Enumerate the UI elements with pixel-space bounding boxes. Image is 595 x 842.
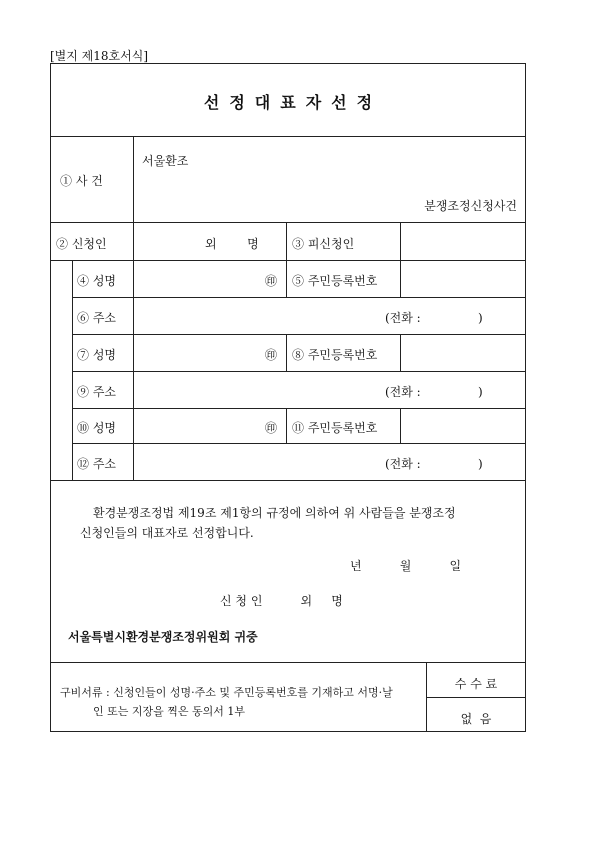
- divider-respondent-value: [400, 222, 401, 260]
- divider-row-7: [72, 371, 526, 372]
- person-3-name-label: ⑩ 성명: [77, 421, 116, 435]
- divider-applicant-mid: [286, 222, 287, 260]
- person-3-id-label: ⑪ 주민등록번호: [292, 421, 378, 435]
- fee-label: 수 수 료: [454, 677, 498, 691]
- divider-persons-indent: [72, 260, 73, 480]
- applicant-count: 외 명: [205, 237, 259, 251]
- divider-row-4: [72, 297, 526, 298]
- declaration-signer: 신 청 인 외 명: [220, 594, 343, 608]
- divider-row10-mid: [286, 408, 287, 443]
- divider-row-6: [72, 334, 526, 335]
- divider-declaration-bottom: [50, 662, 526, 663]
- divider-row-10: [72, 443, 526, 444]
- person-1-address-label: ⑥ 주소: [77, 311, 116, 325]
- divider-fee: [426, 697, 526, 698]
- respondent-label: ③ 피신청인: [292, 237, 355, 251]
- person-2-phone: (전화 : ): [385, 385, 483, 399]
- divider-row-9: [72, 408, 526, 409]
- person-2-address-label: ⑨ 주소: [77, 385, 116, 399]
- case-name: 서울환조: [142, 154, 189, 168]
- declaration-line-1: 환경분쟁조정법 제19조 제1항의 규정에 의하여 위 사람들을 분쟁조정: [93, 506, 456, 520]
- required-documents-line-2: 인 또는 지장을 찍은 동의서 1부: [93, 705, 245, 718]
- required-documents-line-1: 구비서류 : 신청인들이 성명·주소 및 주민등록번호를 기재하고 서명·날: [60, 686, 393, 699]
- divider-persons-bottom: [50, 480, 526, 481]
- person-2-seal: ㊞: [265, 348, 278, 362]
- person-3-phone: (전화 : ): [385, 457, 483, 471]
- person-2-name-label: ⑦ 성명: [77, 348, 116, 362]
- declaration-date: 년 월 일: [350, 559, 462, 573]
- declaration-line-2: 신청인들의 대표자로 선정합니다.: [80, 526, 254, 540]
- case-type: 분쟁조정신청사건: [424, 199, 517, 213]
- divider-case: [50, 222, 526, 223]
- divider-row7-mid: [286, 334, 287, 371]
- divider-row4-id: [400, 260, 401, 297]
- divider-applicant: [50, 260, 526, 261]
- person-1-id-label: ⑤ 주민등록번호: [292, 274, 378, 288]
- form-number: [별지 제18호서식]: [50, 49, 148, 63]
- page-title: 선정대표자선정: [203, 93, 383, 112]
- person-3-address-label: ⑫ 주소: [77, 457, 116, 471]
- fee-value: 없 음: [460, 712, 492, 726]
- person-1-phone: (전화 : ): [385, 311, 483, 325]
- person-1-seal: ㊞: [265, 274, 278, 288]
- divider-row4-mid: [286, 260, 287, 297]
- person-3-seal: ㊞: [265, 421, 278, 435]
- case-label: ① 사 건: [60, 174, 103, 188]
- divider-row7-id: [400, 334, 401, 371]
- divider-row10-id: [400, 408, 401, 443]
- applicant-label: ② 신청인: [56, 237, 107, 251]
- divider-case-label: [133, 136, 134, 480]
- declaration-addressee: 서울특별시환경분쟁조정위원회 귀중: [68, 630, 258, 644]
- divider-title: [50, 136, 526, 137]
- person-1-name-label: ④ 성명: [77, 274, 116, 288]
- person-2-id-label: ⑧ 주민등록번호: [292, 348, 378, 362]
